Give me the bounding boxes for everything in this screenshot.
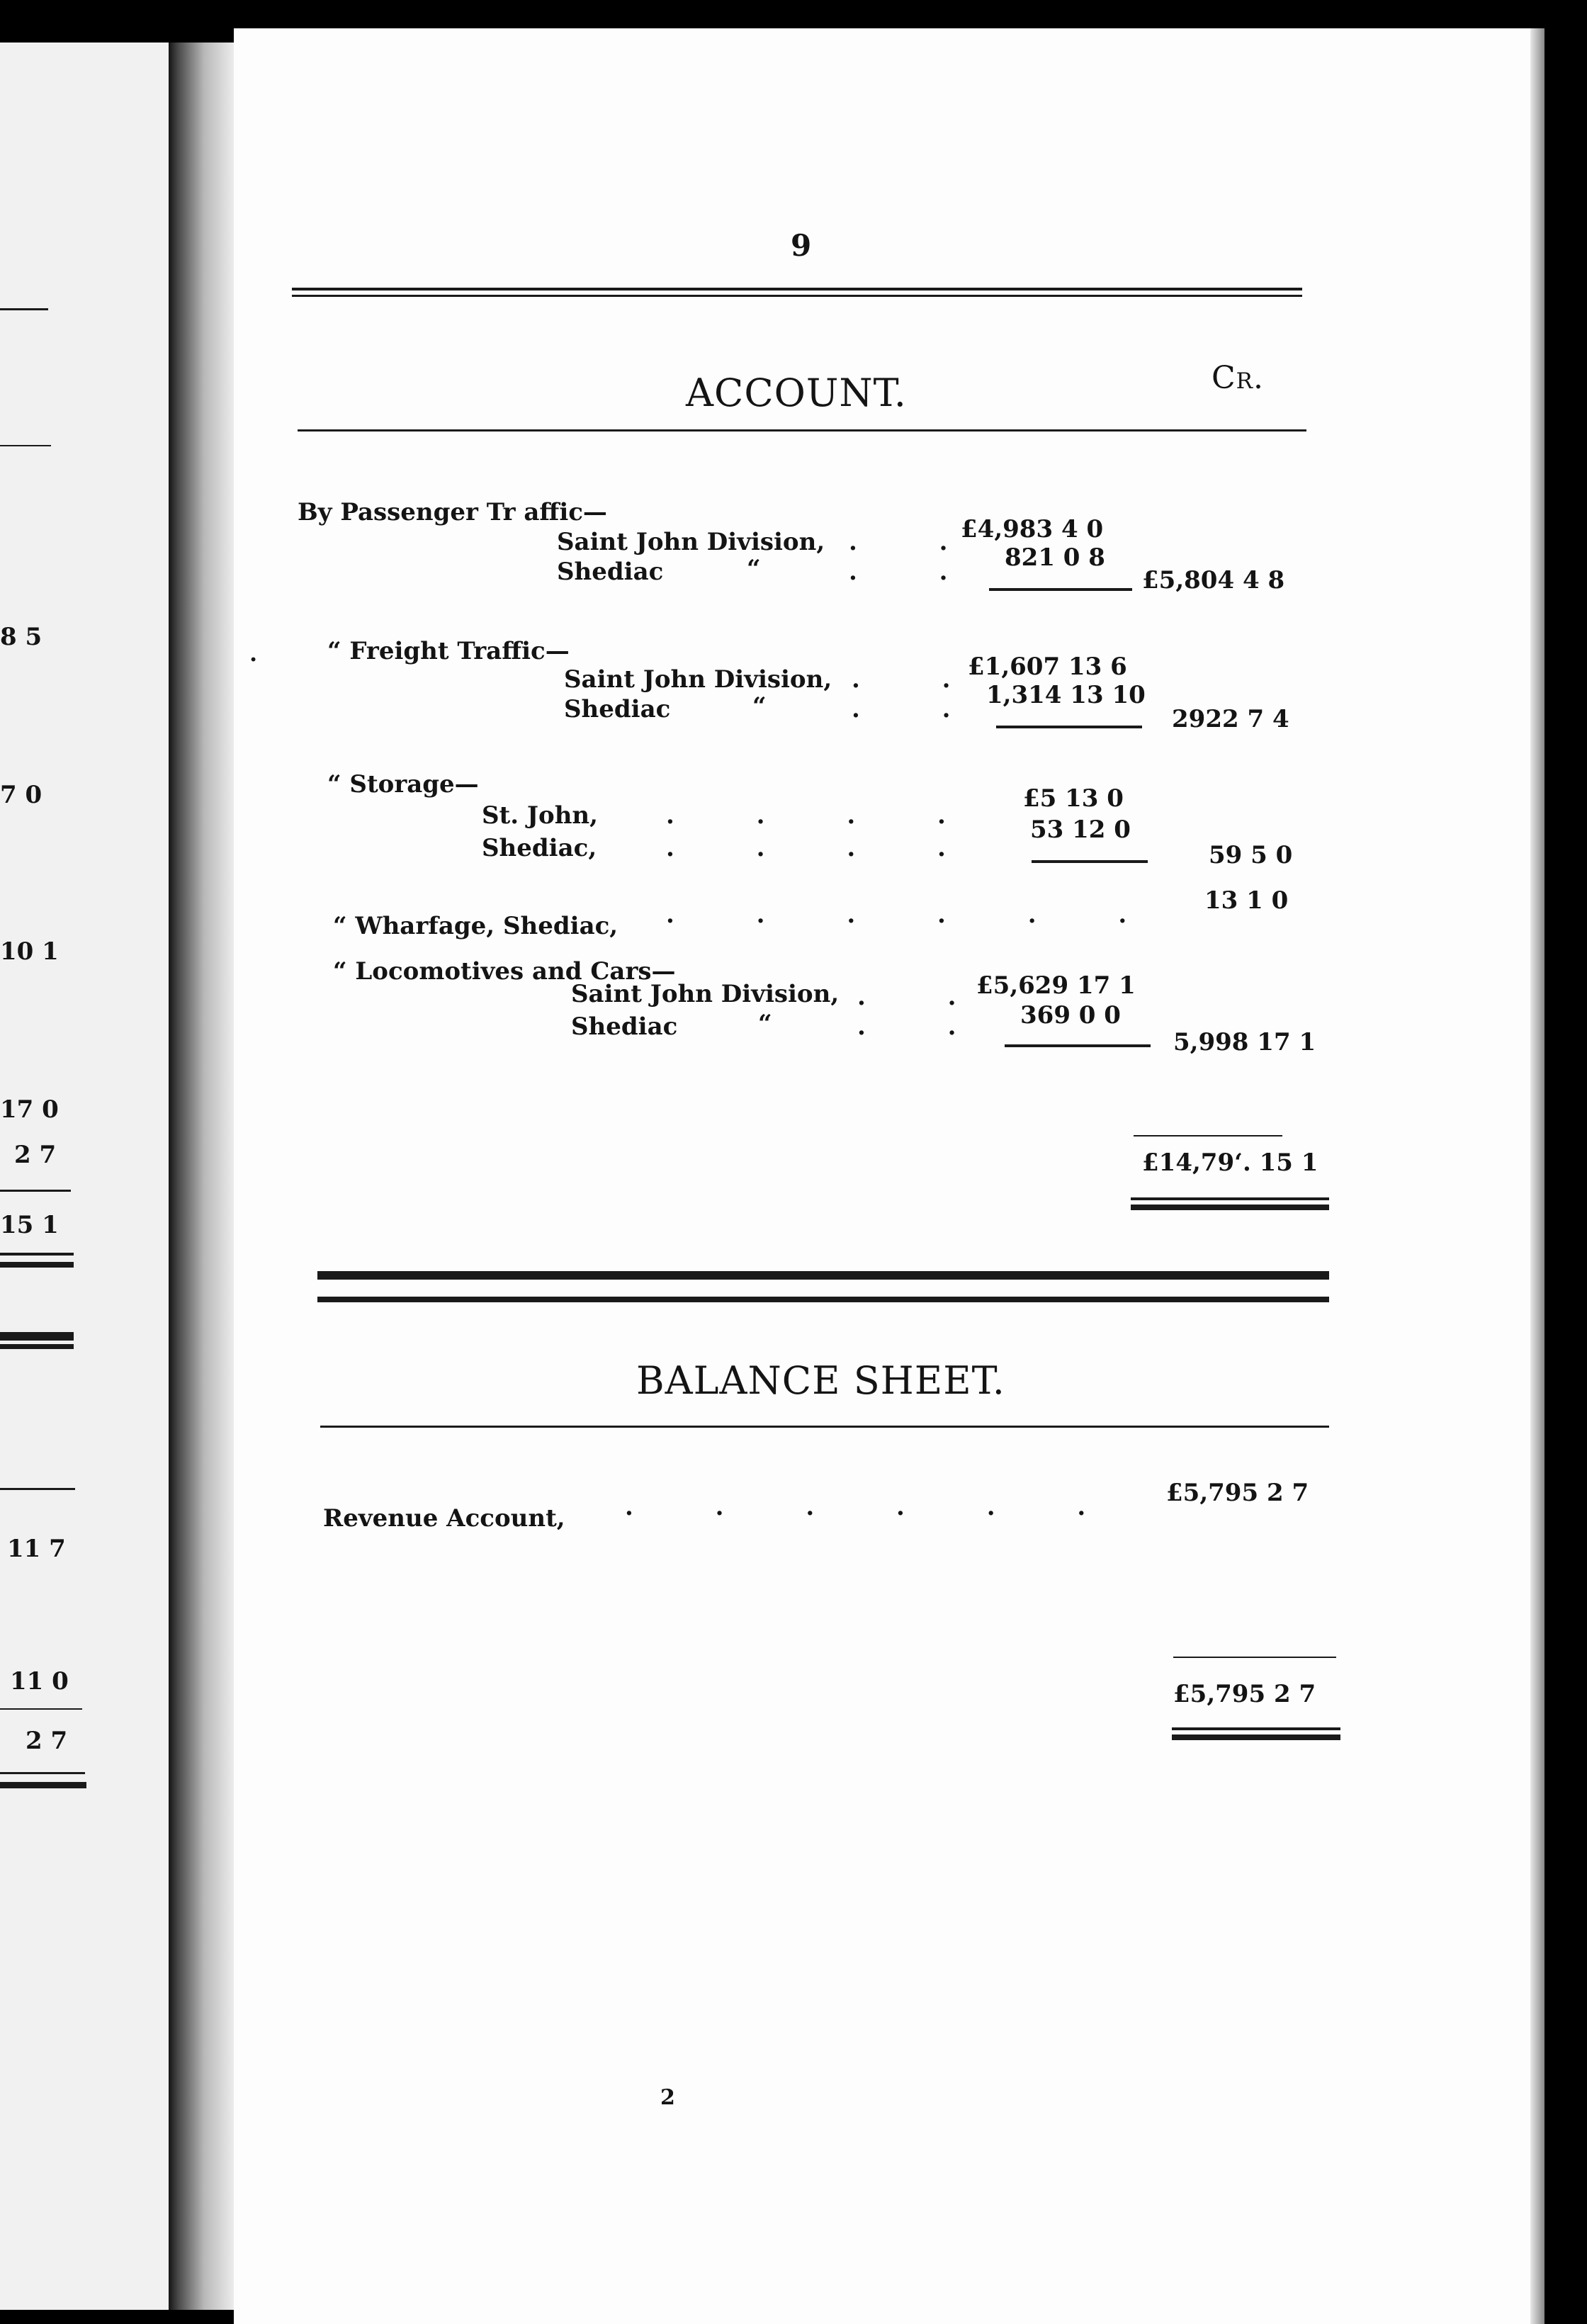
total-rule (1173, 1657, 1336, 1658)
passenger-traffic-label: By Passenger Tr affic— (298, 498, 607, 526)
row-amount: 369 0 0 (1020, 1001, 1121, 1030)
leader-dots: . . . . . . (666, 901, 1164, 929)
page-number: 9 (791, 228, 812, 263)
leader-dots: . . (857, 1012, 993, 1041)
row-label: Saint John Division, (571, 980, 840, 1008)
group-total: £5,804 4 8 (1142, 566, 1285, 594)
leader-dots: . . (849, 558, 985, 586)
account-grand-total: £14,79‘. 15 1 (1142, 1149, 1318, 1177)
double-rule (1131, 1205, 1329, 1210)
row-amount: 53 12 0 (1030, 816, 1131, 844)
total-rule (1134, 1135, 1282, 1136)
group-total: 5,998 17 1 (1173, 1028, 1316, 1056)
revenue-account-label: Revenue Account, (323, 1504, 565, 1533)
ditto-mark: “ (758, 1010, 772, 1038)
left-rule (0, 1708, 82, 1710)
left-rule (0, 1344, 74, 1349)
double-rule (1172, 1727, 1340, 1730)
double-rule (1131, 1197, 1329, 1200)
locomotives-label: “ Locomotives and Cars— (333, 957, 676, 986)
subtotal-rule (1005, 1044, 1151, 1047)
left-amount: 11 0 (10, 1667, 69, 1696)
row-label: Saint John Division, (557, 528, 825, 556)
group-total: 13 1 0 (1204, 886, 1289, 915)
left-rule (0, 445, 51, 446)
balance-sheet-heading: BALANCE SHEET. (636, 1358, 1005, 1403)
subtotal-rule (996, 726, 1142, 728)
row-label: Shediac (564, 695, 671, 723)
section-divider (317, 1271, 1329, 1280)
left-amount: 11 7 (7, 1535, 66, 1563)
ditto-mark: “ (747, 555, 761, 583)
left-rule (0, 308, 48, 310)
stray-mark: . (249, 640, 258, 667)
header-rule-bottom (292, 295, 1302, 297)
left-amount: 2 7 (14, 1141, 57, 1169)
book-gutter (169, 43, 234, 2310)
left-rule (0, 1332, 74, 1341)
group-total: 59 5 0 (1209, 841, 1293, 869)
row-label: Saint John Division, (564, 665, 832, 694)
left-rule (0, 1262, 74, 1268)
leader-dots: . . . . . . (625, 1493, 1123, 1521)
balance-total: £5,795 2 7 (1173, 1680, 1316, 1708)
left-amount: 15 1 (0, 1211, 59, 1239)
leader-dots: . . (852, 695, 988, 723)
section-divider (317, 1297, 1329, 1302)
left-rule (0, 1190, 71, 1192)
freight-traffic-label: “ Freight Traffic— (327, 637, 570, 665)
row-label: Shediac (557, 558, 664, 586)
revenue-amount: £5,795 2 7 (1166, 1479, 1309, 1507)
subtotal-rule (989, 588, 1132, 591)
group-total: 2922 7 4 (1172, 705, 1289, 733)
row-label: Shediac, (482, 834, 597, 862)
leader-dots: . . (852, 665, 988, 694)
storage-label: “ Storage— (327, 770, 479, 799)
account-heading: ACCOUNT. (686, 371, 907, 415)
left-page-fragment (0, 43, 169, 2310)
row-amount: £4,983 4 0 (961, 515, 1104, 543)
left-amount: 17 0 (0, 1095, 59, 1124)
credit-label: Cr. (1212, 360, 1264, 396)
ditto-mark: “ (752, 692, 767, 721)
row-amount: £1,607 13 6 (968, 653, 1127, 681)
left-rule (0, 1772, 85, 1774)
leader-dots: . . . . (666, 834, 983, 862)
left-amount: 10 1 (0, 937, 59, 966)
heading-rule (320, 1426, 1329, 1428)
left-amount: 8 5 (0, 623, 43, 651)
left-amount: 2 7 (26, 1727, 68, 1755)
row-amount: 1,314 13 10 (986, 681, 1146, 709)
left-rule (0, 1253, 74, 1256)
leader-dots: . . . . (666, 801, 983, 830)
row-label: Shediac (571, 1012, 678, 1041)
left-amount: 7 0 (0, 781, 43, 809)
heading-rule (298, 429, 1306, 431)
header-rule-top (292, 288, 1302, 290)
subtotal-rule (1032, 860, 1148, 863)
page-edge (1530, 28, 1544, 2324)
left-rule (0, 1782, 86, 1788)
leader-dots: . . (849, 528, 985, 556)
signature-mark: 2 (660, 2085, 675, 2110)
leader-dots: . . (857, 983, 993, 1011)
row-amount: £5,629 17 1 (976, 971, 1136, 1000)
left-rule (0, 1488, 75, 1490)
wharfage-label: “ Wharfage, Shediac, (333, 912, 619, 940)
row-label: St. John, (482, 801, 598, 830)
row-amount: 821 0 8 (1005, 543, 1105, 572)
row-amount: £5 13 0 (1023, 784, 1124, 813)
double-rule (1172, 1734, 1340, 1740)
